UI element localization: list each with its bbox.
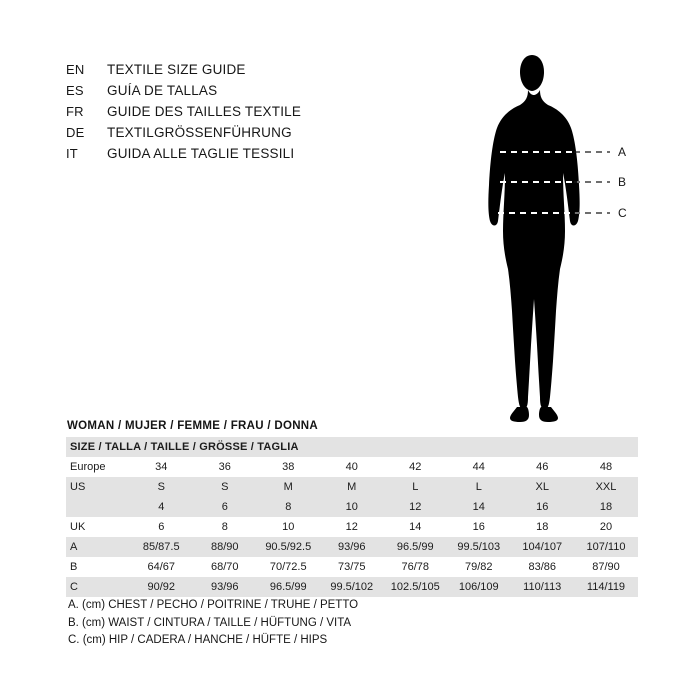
- table-header-row: [66, 437, 638, 457]
- cell: 107/110: [574, 537, 638, 557]
- cell: 90/92: [130, 577, 194, 597]
- cell: 46: [536, 461, 549, 473]
- cell: 8: [221, 521, 228, 533]
- language-code: IT: [66, 146, 78, 161]
- cell: 88/90: [193, 537, 257, 557]
- language-title: GUÍA DE TALLAS: [107, 83, 218, 98]
- cell: 8: [257, 497, 321, 517]
- row-label: Europe: [70, 461, 106, 473]
- cell: 12: [384, 497, 448, 517]
- cell: 10: [282, 521, 295, 533]
- cell: 4: [130, 497, 194, 517]
- cell: L: [384, 477, 448, 497]
- cell: 102.5/105: [384, 577, 448, 597]
- cell: 76/78: [401, 561, 430, 573]
- cell: XL: [511, 477, 575, 497]
- cell: XXL: [574, 477, 638, 497]
- table-row: [66, 457, 638, 477]
- language-row: [66, 104, 406, 125]
- cell: 96.5/99: [384, 537, 448, 557]
- row-label: US: [66, 477, 130, 497]
- cell: 10: [320, 497, 384, 517]
- row-label: UK: [70, 521, 86, 533]
- cell: L: [447, 477, 511, 497]
- cell: S: [130, 477, 194, 497]
- cell: 99.5/103: [447, 537, 511, 557]
- cell: 64/67: [147, 561, 176, 573]
- cell: 87/90: [592, 561, 620, 573]
- language-code: FR: [66, 104, 84, 119]
- cell: M: [257, 477, 321, 497]
- language-row: [66, 146, 406, 167]
- footnote-b: B. (cm) WAIST / CINTURA / TAILLE / HÜFTUNG / VITA: [68, 616, 352, 629]
- cell: S: [193, 477, 257, 497]
- language-title: GUIDE DES TAILLES TEXTILE: [107, 104, 302, 119]
- cell: 96.5/99: [257, 577, 321, 597]
- table-row: [66, 577, 638, 597]
- cell: 68/70: [210, 561, 239, 573]
- cell: 14: [409, 521, 422, 533]
- language-row: [66, 83, 406, 104]
- language-code: EN: [66, 62, 85, 77]
- cell: 106/109: [447, 577, 511, 597]
- cell: 70/72.5: [269, 561, 307, 573]
- cell: 34: [155, 461, 168, 473]
- cell: 6: [158, 521, 165, 533]
- cell: 99.5/102: [320, 577, 384, 597]
- cell: 44: [472, 461, 485, 473]
- table-row: [66, 517, 638, 537]
- cell: 42: [409, 461, 422, 473]
- table-row: [66, 557, 638, 577]
- measure-label-a: A: [618, 145, 627, 159]
- cell: 38: [282, 461, 295, 473]
- cell: 12: [345, 521, 358, 533]
- language-row: [66, 125, 406, 146]
- measure-label-b: B: [618, 175, 627, 189]
- cell: 20: [599, 521, 613, 533]
- language-code: ES: [66, 83, 84, 98]
- table-title: WOMAN / MUJER / FEMME / FRAU / DONNA: [67, 420, 319, 432]
- row-label: A: [66, 537, 130, 557]
- language-title: TEXTILGRÖSSENFÜHRUNG: [107, 125, 292, 140]
- language-title: GUIDA ALLE TAGLIE TESSILI: [107, 146, 295, 161]
- language-title: TEXTILE SIZE GUIDE: [107, 62, 246, 77]
- footnote-a: A. (cm) CHEST / PECHO / POITRINE / TRUHE / PETTO: [68, 599, 359, 611]
- cell: 93/96: [320, 537, 384, 557]
- cell: 48: [599, 461, 613, 473]
- size-table-area: [66, 418, 638, 597]
- cell: 79/82: [464, 561, 493, 573]
- table-row: [66, 537, 638, 557]
- cell: 93/96: [193, 577, 257, 597]
- measurement-lines: [470, 45, 650, 425]
- cell: 83/86: [528, 561, 557, 573]
- language-header-block: [66, 62, 406, 167]
- cell: M: [320, 477, 384, 497]
- cell: 16: [472, 521, 485, 533]
- cell: 104/107: [511, 537, 575, 557]
- language-code: DE: [66, 125, 85, 140]
- measure-label-c: C: [618, 206, 627, 220]
- cell: 14: [447, 497, 511, 517]
- row-label: C: [66, 577, 130, 597]
- row-label: [66, 497, 130, 517]
- table-header-label: SIZE / TALLA / TAILLE / GRÖSSE / TAGLIA: [66, 437, 638, 457]
- row-label: B: [70, 561, 78, 573]
- table-row: [66, 477, 638, 497]
- cell: 16: [511, 497, 575, 517]
- footnote-c: C. (cm) HIP / CADERA / HANCHE / HÜFTE / HIPS: [68, 634, 328, 646]
- cell: 73/75: [337, 561, 366, 573]
- cell: 114/119: [574, 577, 638, 597]
- size-table: [66, 437, 638, 597]
- cell: 6: [193, 497, 257, 517]
- cell: 36: [218, 461, 231, 473]
- cell: 40: [345, 461, 358, 473]
- cell: 85/87.5: [130, 537, 194, 557]
- footnotes: [68, 597, 358, 650]
- body-figure: [470, 45, 650, 425]
- cell: 18: [574, 497, 638, 517]
- cell: 90.5/92.5: [257, 537, 321, 557]
- language-row: [66, 62, 406, 83]
- cell: 18: [536, 521, 549, 533]
- table-row: [66, 497, 638, 517]
- cell: 110/113: [511, 577, 575, 597]
